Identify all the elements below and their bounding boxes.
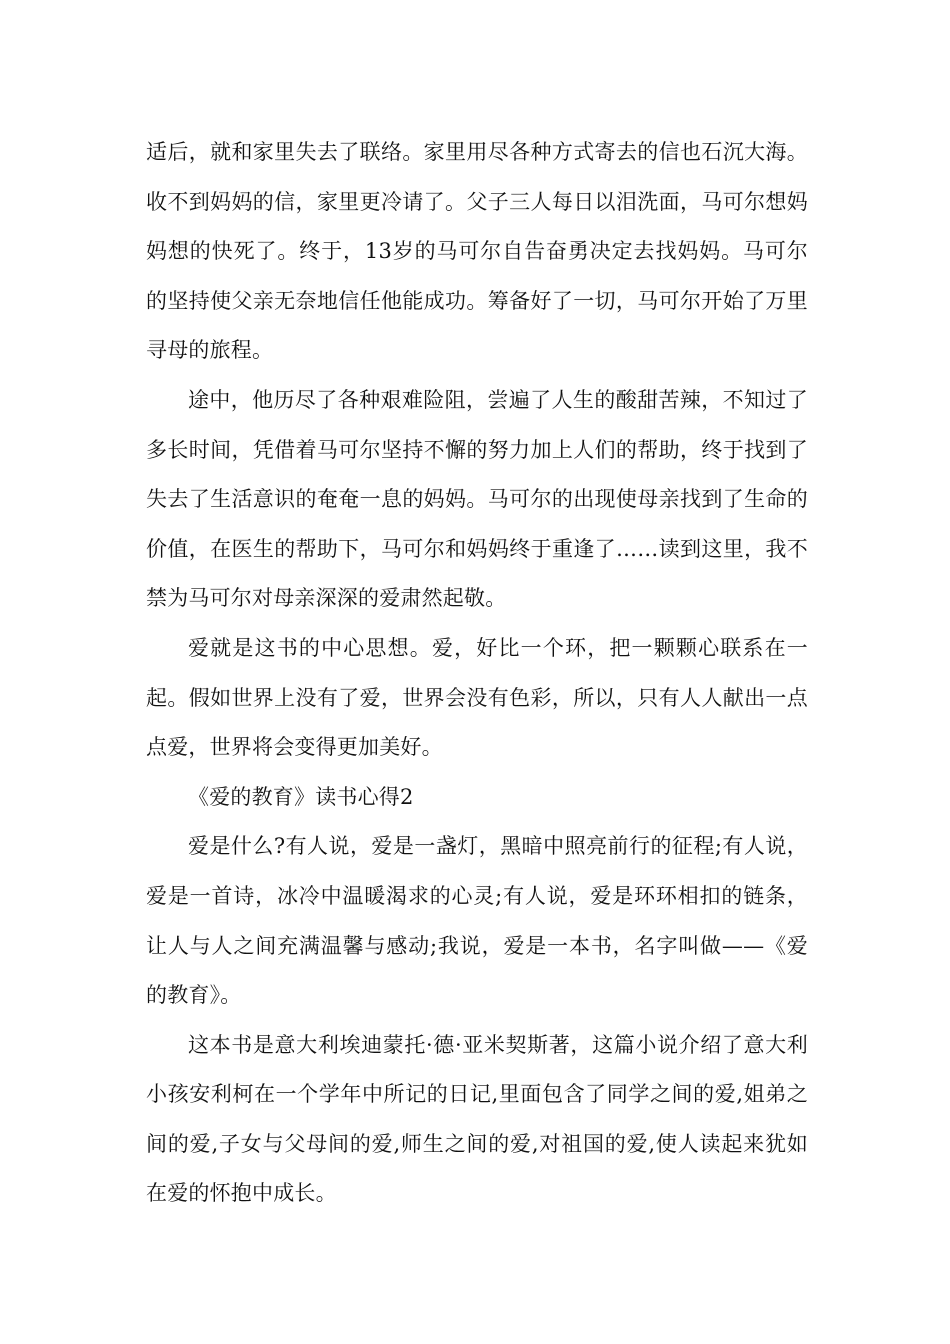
paragraph-3: 爱就是这书的中心思想。爱，好比一个环，把一颗颗心联系在一起。假如世界上没有了爱，世界会没有色彩，所以，只有人人献出一点点爱，世界将会变得更加美好。 (146, 635, 808, 760)
paragraph-4: 爱是什么?有人说，爱是一盏灯，黑暗中照亮前行的征程;有人说，爱是一首诗，冰冷中温暖渴求的心灵;有人说，爱是环环相扣的链条，让人与人之间充满温馨与感动;我说，爱是一本书，名字叫做——《爱的教育》。 (146, 834, 808, 1008)
paragraph-1: 适后，就和家里失去了联络。家里用尽各种方式寄去的信也石沉大海。收不到妈妈的信，家里更冷请了。父子三人每日以泪洗面，马可尔想妈妈想的快死了。终于，13岁的马可尔自告奋勇决定去找妈妈。马可尔的坚持使父亲无奈地信任他能成功。筹备好了一切，马可尔开始了万里寻母的旅程。 (146, 140, 808, 363)
paragraph-5: 这本书是意大利埃迪蒙托·德·亚米契斯著，这篇小说介绍了意大利小孩安利柯在一个学年中所记的日记,里面包含了同学之间的爱,姐弟之间的爱,子女与父母间的爱,师生之间的爱,对祖国的爱,使人读起来犹如在爱的怀抱中成长。 (146, 1032, 808, 1206)
section-heading: 《爱的教育》读书心得2 (188, 784, 414, 809)
paragraph-2: 途中，他历尽了各种艰难险阻，尝遍了人生的酸甜苦辣，不知过了多长时间，凭借着马可尔坚持不懈的努力加上人们的帮助，终于找到了失去了生活意识的奄奄一息的妈妈。马可尔的出现使母亲找到了生命的价值，在医生的帮助下，马可尔和妈妈终于重逢了……读到这里，我不禁为马可尔对母亲深深的爱肃然起敬。 (146, 387, 808, 611)
document-body (146, 128, 808, 1219)
